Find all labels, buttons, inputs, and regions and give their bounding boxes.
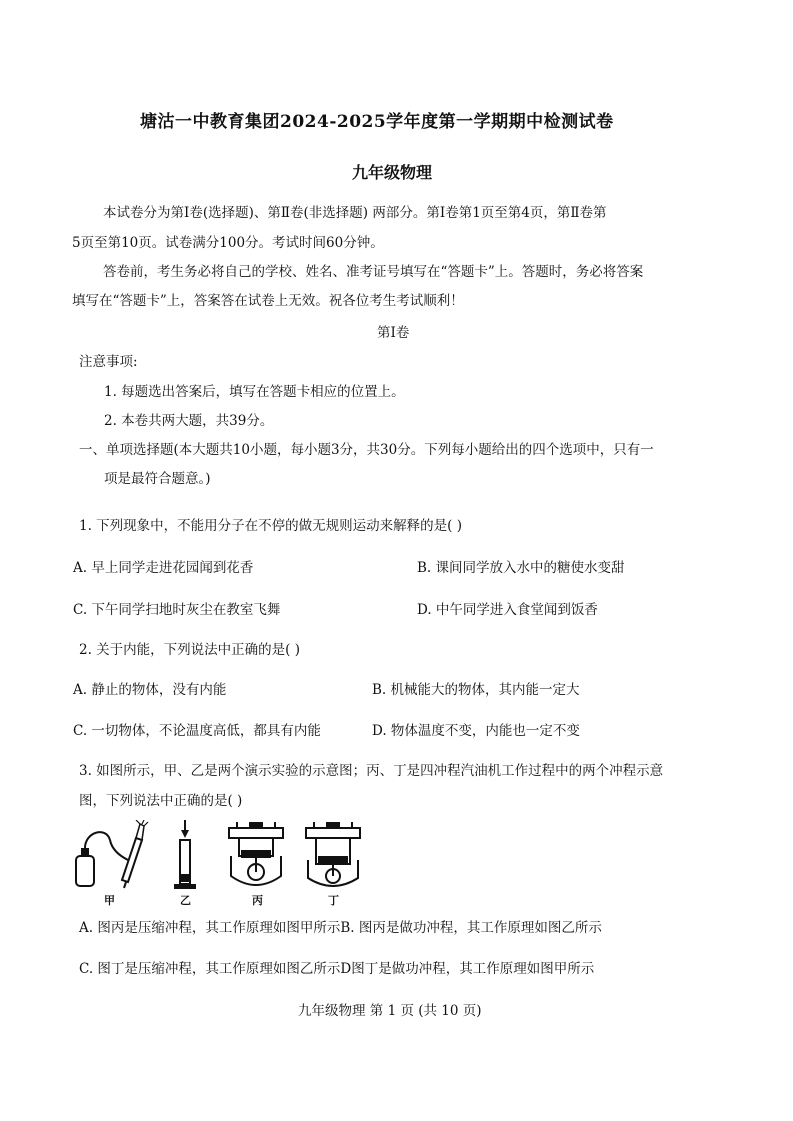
section-title: 第Ⅰ卷	[377, 325, 410, 341]
q2-option-b: B. 机械能大的物体，其内能一定大	[372, 682, 580, 698]
exam-title: 塘沽一中教育集团2024-2025学年度第一学期期中检测试卷	[140, 112, 614, 132]
notice-item-2: 2. 本卷共两大题，共39分。	[104, 413, 274, 429]
q3-stem-line-2: 图，下列说法中正确的是( )	[79, 793, 243, 809]
figure-ding-illustration	[302, 820, 364, 892]
q1-option-b: B. 课间同学放入水中的糖使水变甜	[417, 560, 625, 576]
exam-subtitle: 九年级物理	[352, 163, 433, 182]
notice-item-1: 1. 每题选出答案后，填写在答题卡相应的位置上。	[104, 384, 405, 400]
figure-ding-label: 丁	[328, 894, 339, 907]
intro-line-1: 本试卷分为第Ⅰ卷(选择题)、第Ⅱ卷(非选择题) 两部分。第Ⅰ卷第1页至第4页，第Ⅱ卷第	[103, 205, 607, 221]
q2-option-a: A. 静止的物体，没有内能	[73, 682, 227, 698]
q1-option-c: C. 下午同学扫地时灰尘在教室飞舞	[73, 602, 281, 618]
q3-stem-line-1: 3. 如图所示，甲、乙是两个演示实验的示意图；丙、丁是四冲程汽油机工作过程中的两个冲程示意	[79, 763, 664, 779]
q2-option-c: C. 一切物体，不论温度高低，都具有内能	[73, 723, 321, 739]
q2-stem: 2. 关于内能，下列说法中正确的是( )	[79, 642, 300, 658]
q3-options-ab: A. 图丙是压缩冲程，其工作原理如图甲所示B. 图丙是做功冲程，其工作原理如图乙所示	[79, 920, 602, 936]
q2-option-d: D. 物体温度不变，内能也一定不变	[372, 723, 580, 739]
figure-yi-label: 乙	[180, 894, 191, 907]
page-footer: 九年级物理 第 1 页 (共 10 页)	[298, 1003, 482, 1019]
q1-stem: 1. 下列现象中，不能用分子在不停的做无规则运动来解释的是( )	[79, 518, 462, 534]
figure-jia-label: 甲	[104, 894, 115, 907]
figure-yi-illustration	[170, 818, 200, 892]
part1-instruction-line-2: 项是最符合题意。)	[104, 471, 211, 487]
intro-line-3: 答卷前，考生务必将自己的学校、姓名、准考证号填写在“答题卡”上。答题时，务必将答案	[103, 264, 644, 280]
notice-heading: 注意事项:	[79, 354, 138, 370]
figure-bing-illustration	[225, 820, 287, 892]
q3-options-cd: C. 图丁是压缩冲程，其工作原理如图乙所示D图丁是做功冲程，其工作原理如图甲所示	[79, 961, 595, 977]
part1-instruction-line-1: 一、单项选择题(本大题共10小题，每小题3分，共30分。下列每小题给出的四个选项中，只有一	[79, 442, 654, 458]
figure-jia-illustration	[70, 820, 160, 892]
intro-line-2: 5页至第10页。试卷满分100分。考试时间60分钟。	[72, 235, 384, 251]
q1-option-a: A. 早上同学走进花园闻到花香	[73, 560, 254, 576]
figure-bing-label: 丙	[252, 894, 263, 907]
q1-option-d: D. 中午同学进入食堂闻到饭香	[417, 602, 598, 618]
intro-line-4: 填写在“答题卡”上，答案答在试卷上无效。祝各位考生考试顺利！	[72, 293, 464, 309]
